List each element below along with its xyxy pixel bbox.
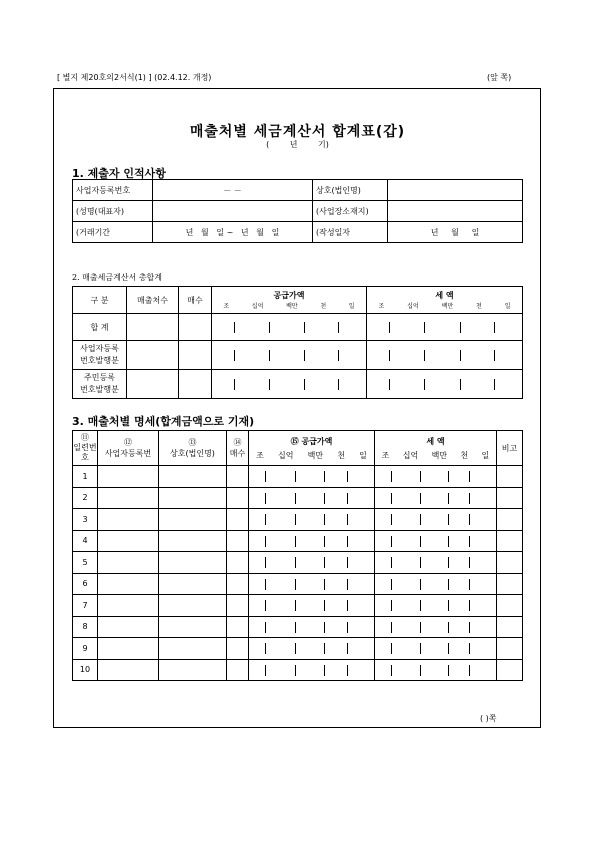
digit-separators: [367, 320, 522, 334]
digit-separators: [249, 663, 374, 677]
separator-tick: [389, 379, 390, 390]
separator-tick: [448, 579, 449, 590]
separator-tick: [265, 536, 266, 547]
separator-tick: [265, 514, 266, 525]
separator-tick: [338, 322, 339, 333]
unit-jo: 조: [256, 450, 264, 460]
biz-no-cell[interactable]: [98, 552, 159, 574]
note-cell[interactable]: [497, 509, 523, 531]
separator-tick: [420, 514, 421, 525]
digit-separators: [249, 534, 374, 548]
digit-separators: [375, 598, 496, 612]
separator-tick: [448, 493, 449, 504]
unit-il: 일: [348, 303, 355, 310]
biz-no-cell[interactable]: [98, 616, 159, 638]
count-col-label: 매수: [229, 449, 246, 458]
serial-cell: 7: [73, 595, 98, 617]
note-cell[interactable]: [497, 595, 523, 617]
supply-cell[interactable]: [249, 530, 375, 552]
separator-tick: [295, 600, 296, 611]
table-row: [73, 466, 523, 488]
separator-tick: [324, 665, 325, 676]
count-cell[interactable]: [227, 616, 249, 638]
tax-cell[interactable]: [375, 487, 497, 509]
tax-cell[interactable]: [375, 595, 497, 617]
note-cell[interactable]: [497, 616, 523, 638]
supply-cell[interactable]: [249, 573, 375, 595]
page-number: ( )쪽: [480, 714, 497, 723]
note-cell[interactable]: [497, 530, 523, 552]
digit-separators: [375, 534, 496, 548]
separator-tick: [347, 514, 348, 525]
note-cell[interactable]: [497, 552, 523, 574]
separator-tick: [469, 514, 470, 525]
supply-cell[interactable]: [249, 466, 375, 488]
unit-il: 일: [504, 303, 511, 310]
residentno-tax-field[interactable]: [367, 370, 523, 399]
separator-tick: [324, 600, 325, 611]
biz-no-cell[interactable]: [98, 573, 159, 595]
period-field[interactable]: 년 월 일 ~ 년 월 일: [153, 222, 313, 243]
unit-baekman: 백만: [441, 303, 454, 310]
serial-cell: 6: [73, 573, 98, 595]
count-cell[interactable]: [227, 466, 249, 488]
biz-no-field[interactable]: － －: [153, 180, 313, 201]
unit-cheon: 천: [320, 303, 327, 310]
tax-cell[interactable]: [375, 638, 497, 660]
digit-separators: [212, 320, 366, 334]
circle-13: ⑬: [188, 438, 197, 447]
note-cell[interactable]: [497, 487, 523, 509]
biz-no-cell[interactable]: [98, 466, 159, 488]
separator-tick: [265, 471, 266, 482]
separator-tick: [347, 557, 348, 568]
separator-tick: [448, 622, 449, 633]
separator-tick: [420, 622, 421, 633]
form-title: 매출처별 세금계산서 합계표(갑): [189, 124, 406, 140]
digit-separators: [375, 641, 496, 655]
separator-tick: [347, 579, 348, 590]
unit-baekman: 백만: [307, 450, 324, 460]
separator-tick: [424, 322, 425, 333]
separator-tick: [460, 350, 461, 361]
separator-tick: [347, 493, 348, 504]
digit-separators: [375, 663, 496, 677]
form-reference: [ 별지 제20호의2서식(1) ] (02.4.12. 개정): [57, 73, 212, 82]
separator-tick: [494, 322, 495, 333]
unit-jo: 조: [378, 303, 385, 310]
customer-detail-table: [72, 430, 523, 681]
biz-no-cell[interactable]: [98, 595, 159, 617]
separator-tick: [324, 493, 325, 504]
bizno-count-field[interactable]: [179, 341, 212, 370]
separator-tick: [269, 322, 270, 333]
col-count: [227, 431, 249, 466]
bizno-tax-field[interactable]: [367, 341, 523, 370]
separator-tick: [420, 471, 421, 482]
digit-separators: [375, 512, 496, 526]
separator-tick: [469, 643, 470, 654]
total-customers-field[interactable]: [127, 314, 179, 341]
separator-tick: [295, 643, 296, 654]
separator-tick: [448, 536, 449, 547]
table-row: [73, 552, 523, 574]
page-side: (앞 쪽): [487, 73, 512, 82]
separator-tick: [391, 557, 392, 568]
separator-tick: [391, 514, 392, 525]
biz-no-label: 사업자등록번호: [73, 180, 153, 201]
trade-name-label: 상호(법인명): [313, 180, 388, 201]
digit-separators: [249, 577, 374, 591]
serial-cell: 4: [73, 530, 98, 552]
separator-tick: [234, 350, 235, 361]
unit-cheon: 천: [460, 450, 469, 460]
separator-tick: [391, 493, 392, 504]
separator-tick: [265, 600, 266, 611]
bizno-customers-field[interactable]: [127, 341, 179, 370]
col-serial: [73, 431, 98, 466]
unit-jo: 조: [223, 303, 230, 310]
serial-label: 일련번호: [73, 443, 97, 462]
trade-name-cell[interactable]: [159, 487, 227, 509]
separator-tick: [347, 600, 348, 611]
tax-col-label: 세 액: [426, 436, 445, 446]
separator-tick: [424, 379, 425, 390]
submitter-info-table: [72, 179, 523, 243]
separator-tick: [389, 322, 390, 333]
separator-tick: [448, 643, 449, 654]
row-total-label: 합 계: [73, 314, 127, 341]
table-row: [73, 638, 523, 660]
trade-name-cell[interactable]: [159, 509, 227, 531]
section1-heading: 1. 제출자 인적사항: [72, 167, 166, 180]
circle-11: ⑪: [81, 433, 89, 442]
serial-cell: 1: [73, 466, 98, 488]
tax-units: [367, 301, 522, 310]
supply-cell[interactable]: [249, 659, 375, 681]
col-tax: [375, 431, 497, 466]
separator-tick: [295, 493, 296, 504]
digit-separators: [367, 348, 522, 362]
unit-sibeok: 십억: [407, 303, 419, 310]
row-bizno-label: 사업자등록 번호발행분: [73, 341, 127, 370]
separator-tick: [420, 643, 421, 654]
separator-tick: [265, 579, 266, 590]
separator-tick: [295, 471, 296, 482]
biz-no-cell[interactable]: [98, 530, 159, 552]
unit-il: 일: [359, 450, 367, 460]
separator-tick: [494, 379, 495, 390]
separator-tick: [469, 493, 470, 504]
separator-tick: [469, 536, 470, 547]
count-cell[interactable]: [227, 530, 249, 552]
count-cell[interactable]: [227, 595, 249, 617]
separator-tick: [420, 579, 421, 590]
supply-cell[interactable]: [249, 552, 375, 574]
separator-tick: [347, 622, 348, 633]
trade-name-cell[interactable]: [159, 595, 227, 617]
period-label: (거래기간: [73, 222, 153, 243]
digit-separators: [212, 348, 366, 362]
col-tax: [367, 287, 523, 314]
separator-tick: [469, 622, 470, 633]
tax-cell[interactable]: [375, 616, 497, 638]
supply-label: 공급가액: [273, 291, 305, 300]
separator-tick: [391, 536, 392, 547]
row-residentno-label: 주민등록 번호발행분: [73, 370, 127, 399]
biz-no-cell[interactable]: [98, 659, 159, 681]
representative-field[interactable]: [153, 201, 313, 222]
trade-name-cell[interactable]: [159, 466, 227, 488]
serial-cell: 9: [73, 638, 98, 660]
digit-separators: [375, 469, 496, 483]
tax-cell[interactable]: [375, 509, 497, 531]
note-cell[interactable]: [497, 659, 523, 681]
trade-name-cell[interactable]: [159, 573, 227, 595]
count-cell[interactable]: [227, 573, 249, 595]
separator-tick: [265, 493, 266, 504]
serial-cell: 5: [73, 552, 98, 574]
separator-tick: [269, 350, 270, 361]
trade-name-cell[interactable]: [159, 552, 227, 574]
digit-separators: [249, 641, 374, 655]
trade-name-cell[interactable]: [159, 659, 227, 681]
separator-tick: [448, 600, 449, 611]
count-cell[interactable]: [227, 638, 249, 660]
separator-tick: [269, 379, 270, 390]
separator-tick: [338, 350, 339, 361]
trade-name-cell[interactable]: [159, 530, 227, 552]
digit-separators: [375, 555, 496, 569]
unit-il: 일: [481, 450, 490, 460]
date-label: (작성일자: [313, 222, 388, 243]
separator-tick: [469, 557, 470, 568]
biz-no-cell[interactable]: [98, 509, 159, 531]
table-row: [73, 530, 523, 552]
table-row: [73, 487, 523, 509]
separator-tick: [389, 350, 390, 361]
section2-heading: 2. 매출세금계산서 총합계: [72, 273, 162, 282]
separator-tick: [494, 350, 495, 361]
unit-sibeok: 십억: [402, 450, 419, 460]
count-cell[interactable]: [227, 659, 249, 681]
count-cell[interactable]: [227, 552, 249, 574]
digit-separators: [249, 620, 374, 634]
separator-tick: [324, 579, 325, 590]
separator-tick: [469, 579, 470, 590]
unit-sibeok: 십억: [277, 450, 294, 460]
separator-tick: [460, 322, 461, 333]
separator-tick: [469, 600, 470, 611]
supply-units: [249, 450, 374, 461]
trade-name-cell[interactable]: [159, 616, 227, 638]
unit-baekman: 백만: [431, 450, 448, 460]
separator-tick: [420, 600, 421, 611]
separator-tick: [420, 536, 421, 547]
separator-tick: [420, 493, 421, 504]
year-period-line: ( 년 기): [266, 140, 329, 149]
separator-tick: [324, 557, 325, 568]
digit-separators: [375, 577, 496, 591]
separator-tick: [265, 665, 266, 676]
separator-tick: [391, 600, 392, 611]
col-supply: [249, 431, 375, 466]
separator-tick: [295, 557, 296, 568]
separator-tick: [347, 536, 348, 547]
table-row: [73, 595, 523, 617]
supply-units: [212, 301, 366, 310]
separator-tick: [391, 579, 392, 590]
separator-tick: [448, 665, 449, 676]
unit-cheon: 천: [337, 450, 345, 460]
tax-cell[interactable]: [375, 552, 497, 574]
digit-separators: [375, 491, 496, 505]
supply-col-label: ⑮ 공급가액: [290, 436, 333, 446]
circle-12: ⑫: [124, 438, 132, 447]
circle-14: ⑭: [233, 438, 242, 447]
supply-cell[interactable]: [249, 487, 375, 509]
separator-tick: [338, 379, 339, 390]
supply-cell[interactable]: [249, 509, 375, 531]
separator-tick: [469, 471, 470, 482]
digit-separators: [249, 555, 374, 569]
separator-tick: [448, 557, 449, 568]
table-row: [73, 573, 523, 595]
note-cell[interactable]: [497, 638, 523, 660]
address-field[interactable]: [388, 201, 523, 222]
trade-name-field[interactable]: [388, 180, 523, 201]
separator-tick: [295, 579, 296, 590]
section3-heading: 3. 매출처별 명세(합계금액으로 기재): [72, 415, 255, 428]
table-row: [73, 509, 523, 531]
digit-separators: [249, 469, 374, 483]
separator-tick: [391, 665, 392, 676]
digit-separators: [249, 491, 374, 505]
separator-tick: [295, 622, 296, 633]
separator-tick: [295, 665, 296, 676]
separator-tick: [420, 557, 421, 568]
tax-cell[interactable]: [375, 466, 497, 488]
trade-name-col-label: 상호(법인명): [170, 449, 215, 458]
separator-tick: [347, 665, 348, 676]
note-cell[interactable]: [497, 573, 523, 595]
separator-tick: [424, 350, 425, 361]
table-row: [73, 659, 523, 681]
tax-cell[interactable]: [375, 659, 497, 681]
separator-tick: [304, 322, 305, 333]
separator-tick: [265, 643, 266, 654]
supply-cell[interactable]: [249, 616, 375, 638]
separator-tick: [324, 471, 325, 482]
separator-tick: [391, 471, 392, 482]
residentno-supply-field[interactable]: [212, 370, 367, 399]
unit-cheon: 천: [476, 303, 482, 310]
supply-cell[interactable]: [249, 638, 375, 660]
col-trade-name: [159, 431, 227, 466]
note-cell[interactable]: [497, 466, 523, 488]
separator-tick: [324, 536, 325, 547]
digit-separators: [212, 377, 366, 391]
separator-tick: [304, 350, 305, 361]
date-field[interactable]: 년 월 일: [388, 222, 523, 243]
separator-tick: [391, 643, 392, 654]
count-cell[interactable]: [227, 487, 249, 509]
serial-cell: 8: [73, 616, 98, 638]
separator-tick: [234, 322, 235, 333]
total-tax-field[interactable]: [367, 314, 523, 341]
separator-tick: [347, 471, 348, 482]
unit-baekman: 백만: [286, 303, 298, 310]
serial-cell: 10: [73, 659, 98, 681]
separator-tick: [324, 514, 325, 525]
separator-tick: [265, 557, 266, 568]
digit-separators: [249, 512, 374, 526]
separator-tick: [295, 514, 296, 525]
biz-no-col-label: 사업자등록번: [104, 449, 152, 458]
serial-cell: 3: [73, 509, 98, 531]
table-row: [73, 616, 523, 638]
representative-label: (성명(대표자): [73, 201, 153, 222]
col-kind: 구 분: [73, 287, 127, 314]
digit-separators: [367, 377, 522, 391]
count-cell[interactable]: [227, 509, 249, 531]
separator-tick: [295, 536, 296, 547]
col-biz-no: [98, 431, 159, 466]
serial-cell: 2: [73, 487, 98, 509]
biz-no-cell[interactable]: [98, 487, 159, 509]
supply-cell[interactable]: [249, 595, 375, 617]
unit-sibeok: 십억: [251, 303, 264, 310]
digit-separators: [375, 620, 496, 634]
total-summary-table: [72, 286, 523, 399]
col-count: 매수: [179, 287, 212, 314]
separator-tick: [265, 622, 266, 633]
separator-tick: [324, 622, 325, 633]
total-count-field[interactable]: [179, 314, 212, 341]
separator-tick: [304, 379, 305, 390]
col-customers: 매출처수: [127, 287, 179, 314]
digit-separators: [249, 598, 374, 612]
tax-label: 세 액: [435, 291, 454, 300]
separator-tick: [347, 643, 348, 654]
residentno-count-field[interactable]: [179, 370, 212, 399]
bizno-supply-field[interactable]: [212, 341, 367, 370]
unit-jo: 조: [381, 450, 390, 460]
trade-name-cell[interactable]: [159, 638, 227, 660]
address-label: (사업장소재지): [313, 201, 388, 222]
separator-tick: [324, 643, 325, 654]
separator-tick: [469, 665, 470, 676]
tax-units: [375, 450, 496, 461]
separator-tick: [448, 514, 449, 525]
separator-tick: [234, 379, 235, 390]
separator-tick: [420, 665, 421, 676]
residentno-customers-field[interactable]: [127, 370, 179, 399]
col-note: 비고: [497, 431, 523, 466]
tax-cell[interactable]: [375, 530, 497, 552]
separator-tick: [460, 379, 461, 390]
biz-no-cell[interactable]: [98, 638, 159, 660]
separator-tick: [448, 471, 449, 482]
total-supply-field[interactable]: [212, 314, 367, 341]
separator-tick: [391, 622, 392, 633]
tax-cell[interactable]: [375, 573, 497, 595]
col-supply: [212, 287, 367, 314]
